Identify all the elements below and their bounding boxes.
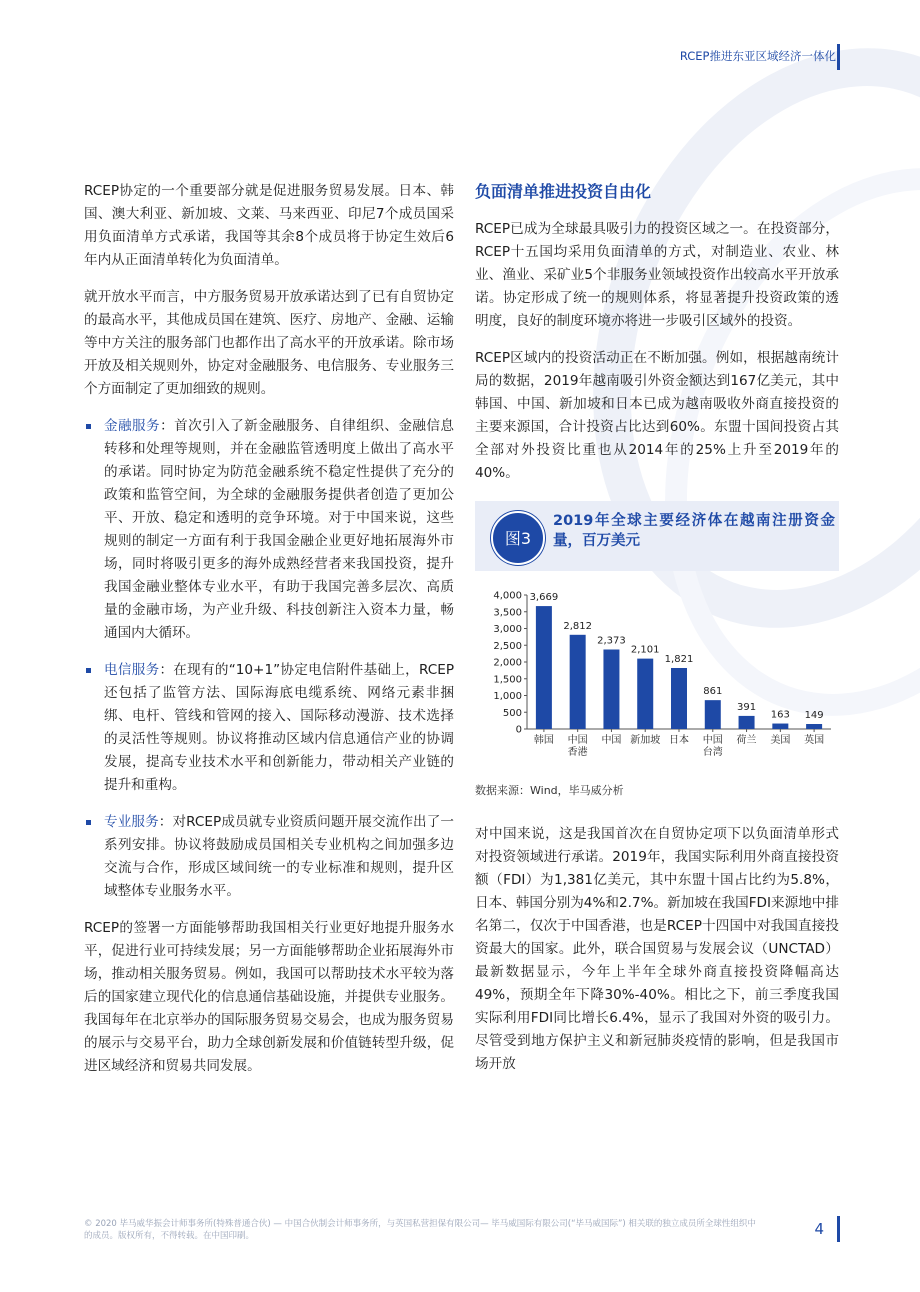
x-tick-label: 香港 bbox=[567, 747, 588, 758]
bullet-text: ：对RCEP成员就专业资质问题开展交流作出了一系列安排。协议将鼓励成员国相关专业机构之间加强多边交流与合作，形成区域间统一的专业标准和规则，提升区域整体专业服务水平。 bbox=[104, 814, 455, 899]
bullet-text: ：在现有的“10+1”协定电信附件基础上，RCEP还包括了监管方法、国际海底电缆系统、网络元素非捆绑、电杆、管线和管网的接入、国际移动漫游、技术选择的灵活性等规则。协议将推动区域内信息通信产业的协调发展，提高专业技术水平和创新能力，带动相关产业链的提升和重构。 bbox=[104, 662, 455, 793]
bullet-item-telecom bbox=[84, 659, 454, 797]
bar-value-label: 2,373 bbox=[597, 635, 626, 647]
y-tick-label: 3,500 bbox=[493, 607, 522, 619]
x-tick-label: 美国 bbox=[770, 735, 791, 746]
bar-value-label: 149 bbox=[804, 710, 824, 722]
bullet-square-icon bbox=[86, 820, 91, 825]
bar-value-label: 2,101 bbox=[630, 644, 660, 656]
bar bbox=[637, 659, 653, 729]
x-tick-label: 荷兰 bbox=[736, 735, 757, 746]
figure-badge: 图3 bbox=[491, 511, 545, 565]
y-tick-label: 3,000 bbox=[493, 624, 522, 635]
bar-value-label: 1,821 bbox=[664, 653, 694, 665]
figure-title: 2019年全球主要经济体在越南注册资金量，百万美元 bbox=[553, 513, 835, 549]
bar bbox=[536, 606, 552, 729]
paragraph: 就开放水平而言，中方服务贸易开放承诺达到了已有自贸协定的最高水平，其他成员国在建筑、医疗、房地产、金融、运输等中方关注的服务部门也都作出了高水平的开放承诺。除市场开放及相关规则外，协定对金融服务、电信服务、专业服务三个方面制定了更加细致的规则。 bbox=[84, 289, 454, 397]
paragraph: 对中国来说，这是我国首次在自贸协定项下以负面清单形式对投资领域进行承诺。2019年，我国实际利用外商直接投资额（FDI）为1,381亿美元，其中东盟十国占比约为5.8%，日本、韩国分别为4%和2.7%。新加坡在我国FDI来源地中排名第二，仅次于中国香港，也是RCEP十四国中对我国直接投资最大的国家。此外，联合国贸易与发展会议（UNCTAD）最新数据显示，今年上半年全球外商直接投资降幅高达49%，预期全年下降30%-40%。相比之下，前三季度我国实际利用FDI同比增长6.4%，显示了我国对外资的吸引力。尽管受到地方保护主义和新冠肺炎疫情的影响，但是我国市场开放 bbox=[475, 826, 839, 1072]
bar-value-label: 861 bbox=[703, 686, 723, 698]
x-tick-label: 日本 bbox=[669, 735, 689, 746]
bullet-item-professional bbox=[84, 811, 454, 903]
section-title: 负面清单推进投资自由化 bbox=[475, 182, 652, 201]
paragraph: RCEP已成为全球最具吸引力的投资区域之一。在投资部分，RCEP十五国均采用负面清单的方式，对制造业、农业、林业、渔业、采矿业5个非服务业领域投资作出较高水平开放承诺。协定形成了统一的规则体系，将显著提升投资政策的透明度，良好的制度环境亦将进一步吸引区域外的投资。 bbox=[475, 221, 839, 329]
y-tick-label: 2,500 bbox=[493, 640, 522, 652]
y-tick-label: 500 bbox=[502, 707, 522, 719]
bullet-square-icon bbox=[86, 424, 91, 429]
x-tick-label: 韩国 bbox=[533, 735, 554, 746]
bar bbox=[671, 668, 687, 729]
bar-value-label: 2,812 bbox=[563, 620, 592, 632]
bullet-label: 专业服务 bbox=[104, 814, 159, 830]
right-column bbox=[475, 180, 839, 1090]
bullet-square-icon bbox=[86, 668, 91, 673]
paragraph: RCEP区域内的投资活动正在不断加强。例如，根据越南统计局的数据，2019年越南吸引外资金额达到167亿美元，其中韩国、中国、新加坡和日本已成为越南吸收外商直接投资的主要来源国，合计投资占比达到60%。东盟十国间投资占其全部对外投资比重也从2014年的25%上升至2019年的40%。 bbox=[475, 350, 839, 481]
bar bbox=[772, 724, 788, 729]
figure-header bbox=[475, 501, 839, 571]
x-tick-label: 英国 bbox=[804, 735, 825, 746]
header-accent-bar bbox=[837, 44, 840, 70]
bar bbox=[603, 650, 619, 729]
x-tick-label: 中国 bbox=[567, 735, 588, 746]
bar bbox=[570, 635, 586, 729]
y-tick-label: 4,000 bbox=[493, 590, 522, 602]
page-number: 4 bbox=[814, 1220, 824, 1238]
bullet-text: ：首次引入了新金融服务、自律组织、金融信息转移和处理等规则，并在金融监管透明度上做出了高水平的承诺。同时协定为防范金融系统不稳定性提供了充分的政策和监管空间，为全球的金融服务提供者创造了更加公平、开放、稳定和透明的竞争环境。对于中国来说，这些规则的制定一方面有利于我国金融企业更好地拓展海外市场，同时将吸引更多的海外成熟经营者来我国投资，提升我国金融业整体专业水平，有助于我国完善多层次、高质量的金融市场，为产业升级、科技创新注入资本力量，畅通国内大循环。 bbox=[104, 418, 455, 641]
bullet-item-finance bbox=[84, 415, 454, 645]
bullet-label: 电信服务 bbox=[104, 662, 160, 678]
y-tick-label: 1,500 bbox=[493, 674, 522, 686]
y-tick-label: 0 bbox=[515, 724, 522, 736]
bar-value-label: 3,669 bbox=[529, 592, 559, 604]
chart-svg bbox=[475, 579, 839, 779]
bar-value-label: 391 bbox=[737, 701, 757, 713]
bullet-label: 金融服务 bbox=[104, 418, 161, 434]
y-tick-label: 1,000 bbox=[493, 691, 522, 702]
x-tick-label: 中国 bbox=[702, 735, 723, 746]
x-tick-label: 台湾 bbox=[702, 747, 723, 758]
bar bbox=[739, 716, 755, 729]
paragraph: RCEP的签署一方面能够帮助我国相关行业更好地提升服务水平，促进行业可持续发展；另一方面能够帮助企业拓展海外市场，推动相关服务贸易。例如，我国可以帮助技术水平较为落后的国家建立现代化的信息通信基础设施，并提供专业服务。我国每年在北京举办的国际服务贸易交易会，也成为服务贸易的展示与交易平台，助力全球创新发展和价值链转型升级，促进区域经济和贸易共同发展。 bbox=[84, 920, 454, 1074]
figure-source: 数据来源：Wind，毕马威分析 bbox=[475, 784, 624, 797]
x-tick-label: 中国 bbox=[601, 735, 622, 746]
y-tick-label: 2,000 bbox=[493, 657, 522, 669]
paragraph: RCEP协定的一个重要部分就是促进服务贸易发展。日本、韩国、澳大利亚、新加坡、文莱、马来西亚、印尼7个成员国采用负面清单方式承诺，我国等其余8个成员将于协定生效后6年内从正面清单转化为负面清单。 bbox=[84, 183, 454, 268]
x-tick-label: 新加坡 bbox=[630, 735, 661, 746]
bar bbox=[806, 724, 822, 729]
bar bbox=[705, 700, 721, 729]
bar-value-label: 163 bbox=[770, 709, 790, 721]
left-column bbox=[84, 180, 454, 1092]
footer-copyright: © 2020 毕马威华振会计师事务所(特殊普通合伙) — 中国合伙制会计师事务所，与英国私营担保有限公司— 毕马威国际有限公司(“毕马威国际”) 相关联的独立成员所全球性组织中的成员。版权所有，不得转载。在中国印刷。 bbox=[84, 1219, 756, 1241]
page-number-bar bbox=[837, 1216, 840, 1242]
bar-chart bbox=[475, 579, 839, 779]
running-header: RCEP推进东亚区域经济一体化 bbox=[679, 49, 836, 63]
